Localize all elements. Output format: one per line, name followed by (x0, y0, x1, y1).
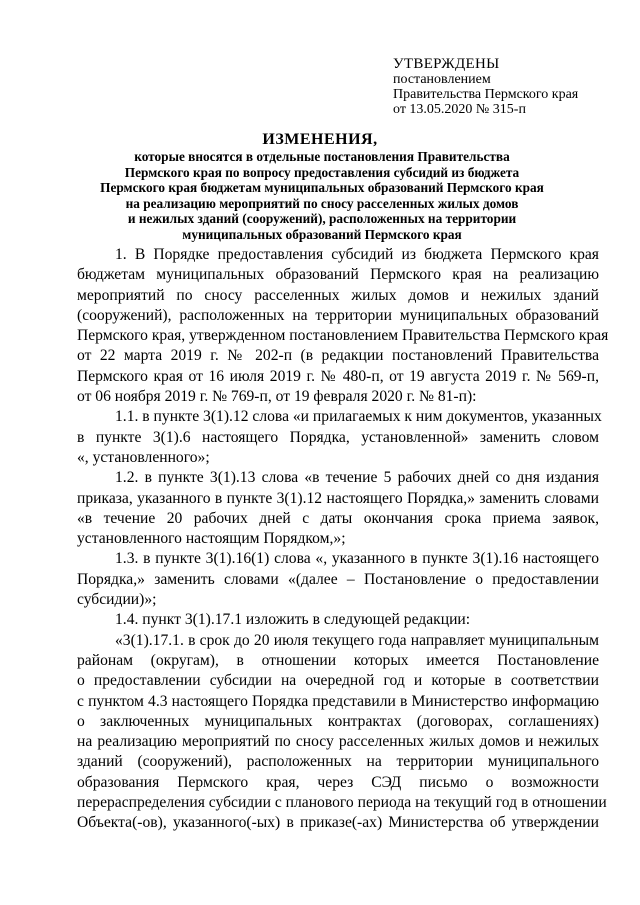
body-line: «3(1).17.1. в срок до 20 июля текущего года направляет муниципальным (115, 631, 599, 649)
body-line: от 06 ноября 2019 г. № 769-п, от 19 февраля 2020 г. № 81-п): (77, 388, 477, 406)
body-line: 1. В Порядке предоставления субсидий из бюджета Пермского края (115, 246, 599, 263)
body-line: Порядка,» заменить словами «(далее – Постановление о предоставлении (77, 570, 599, 588)
body-line: 1.2. в пункте 3(1).13 слова «в течение 5 рабочих дней со дня издания (115, 469, 599, 487)
subtitle-line: и нежилых зданий (сооружений), расположенных на территории (127, 211, 517, 226)
body-line: от 22 марта 2019 г. № 202-п (в редакции постановлений Правительства (77, 347, 599, 365)
approval-line: Правительства Пермского края (393, 87, 579, 102)
document-body (77, 245, 609, 834)
body-line: о предоставлении субсидии на очередной год и которые в соответствии (77, 672, 599, 690)
body-line: бюджетам муниципальных образований Пермского края на реализацию (77, 266, 599, 284)
body-line: Пермского края от 16 июля 2019 г. № 480-п, от 19 августа 2019 г. № 569-п, (77, 367, 599, 385)
body-line: мероприятий по сносу расселенных жилых домов и нежилых зданий (77, 286, 599, 304)
body-line: 1.4. пункт 3(1).17.1 изложить в следующей редакции: (115, 611, 471, 629)
body-line: Пермского края, утвержденном постановлением Правительства Пермского края (77, 327, 609, 345)
subtitle-line: которые вносятся в отдельные постановления Правительства (134, 149, 510, 164)
body-line: о заключенных муниципальных контрактах (договорах, соглашениях) (77, 712, 599, 730)
body-line: «, установленного»; (77, 448, 210, 466)
body-line: установленного настоящим Порядком,»; (77, 530, 346, 548)
body-line: в пункте 3(1).6 настоящего Порядка, установленной» заменить словом (77, 428, 599, 446)
body-line: перераспределения субсидии с планового периода на текущий год в отношении (77, 794, 607, 812)
subtitle-line: на реализацию мероприятий по сносу расселенных жилых домов (125, 195, 519, 211)
subtitle-line: Пермского края бюджетам муниципальных образований Пермского края (100, 180, 544, 195)
body-line: 1.3. в пункте 3(1).16(1) слова «, указанного в пункте 3(1).16 настоящего (115, 550, 599, 568)
body-line: районам (округам), в отношении которых имеется Постановление (77, 651, 599, 669)
body-line: с пунктом 4.3 настоящего Порядка представили в Министерство информацию (77, 692, 599, 710)
body-line: (сооружений), расположенных на территории муниципальных образований (77, 306, 599, 324)
body-line: на реализацию мероприятий по сносу расселенных жилых домов и нежилых (77, 733, 599, 751)
approval-line: от 13.05.2020 № 315-п (393, 102, 526, 117)
body-line: субсидии)»; (77, 591, 157, 609)
body-line: «в течение 20 рабочих дней с даты окончания срока приема заявок, (77, 509, 599, 527)
approval-stamp (393, 57, 578, 117)
subtitle-line: Пермского края по вопросу предоставления субсидий из бюджета (124, 164, 520, 180)
body-line: образования Пермского края, через СЭД письмо о возможности (77, 773, 599, 791)
approval-heading: УТВЕРЖДЕНЫ (393, 56, 500, 72)
document-title: ИЗМЕНЕНИЯ, (262, 131, 378, 148)
body-line: 1.1. в пункте 3(1).12 слова «и прилагаемых к ним документов, указанных (115, 408, 602, 426)
body-line: зданий (сооружений), расположенных на территории муниципального (77, 753, 599, 771)
approval-line: постановлением (393, 72, 491, 87)
subtitle-line: муниципальных образований Пермского края (182, 226, 462, 242)
document-subtitle (72, 149, 572, 242)
body-line: приказа, указанного в пункте 3(1).12 настоящего Порядка,» заменить словами (77, 489, 599, 507)
body-line: Объекта(-ов), указанного(-ых) в приказе(-ах) Министерства об утверждении (77, 814, 599, 832)
